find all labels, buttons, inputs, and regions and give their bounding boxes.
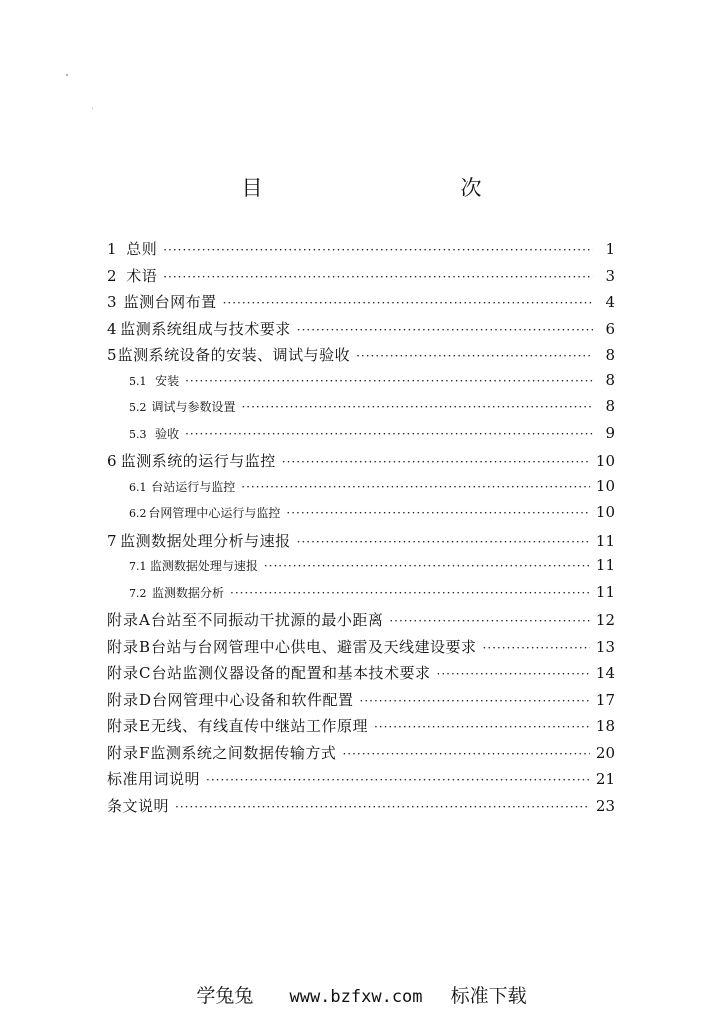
toc-entry-number: 6 (107, 452, 117, 470)
toc-entry-page: 10 (595, 503, 615, 521)
toc-entry-page: 20 (595, 743, 615, 762)
toc-entry-number: 3 (107, 293, 117, 311)
toc-entry-number: 6.1 (129, 480, 147, 494)
toc-entry-number: 附录E (107, 717, 151, 735)
toc-entry-title: 总则 (126, 240, 158, 258)
toc-entry-page: 1 (605, 240, 615, 258)
toc-entry-title: 标准用词说明 (107, 770, 201, 788)
toc-entry-number: 2 (107, 266, 117, 285)
toc-leader-dots (360, 694, 590, 708)
toc-entry-number: 7.2 (129, 586, 147, 600)
toc-leader-dots (297, 535, 590, 549)
toc-entry-page: 10 (595, 476, 615, 495)
toc-entry-number: 附录D (107, 690, 153, 709)
toc-entry-number: 7 (107, 531, 117, 550)
toc-entry[interactable] (107, 450, 615, 477)
toc-leader-dots (185, 427, 593, 441)
toc-entry[interactable] (107, 397, 615, 424)
toc-leader-dots (356, 349, 593, 363)
toc-leader-dots (241, 480, 590, 494)
toc-entry[interactable] (107, 583, 615, 610)
toc-entry-title: 安装 (155, 373, 180, 388)
toc-entry[interactable] (107, 238, 615, 265)
toc-entry-page: 4 (605, 293, 615, 311)
toc-entry-title: 台站监测仪器设备的配置和基本技术要求 (151, 664, 431, 682)
toc-entry-number: 附录B (107, 637, 152, 656)
toc-entry-title: 调试与参数设置 (151, 400, 236, 414)
toc-entry-number: 附录C (107, 664, 152, 682)
toc-entry[interactable] (107, 609, 615, 636)
toc-entry-title: 监测系统的运行与监控 (120, 452, 276, 470)
toc-entry[interactable] (107, 689, 615, 716)
toc-entry-page: 12 (595, 611, 615, 629)
footer-site-name: 学兔兔 (196, 985, 254, 1007)
toc-entry-page: 8 (605, 346, 615, 364)
toc-entry[interactable] (107, 742, 615, 769)
toc-entry-number: 6.2 (129, 507, 147, 520)
toc-entry-page: 11 (595, 531, 615, 550)
footer-watermark (0, 981, 723, 1008)
toc-leader-dots (297, 323, 593, 337)
toc-entry-page: 18 (595, 717, 615, 735)
toc-entry-page: 13 (595, 637, 615, 656)
scan-speck (66, 74, 68, 76)
toc-leader-dots (282, 455, 590, 469)
toc-leader-dots (483, 641, 590, 655)
toc-entry-page: 8 (605, 397, 615, 415)
toc-leader-dots (286, 506, 590, 520)
toc-entry-page: 23 (595, 796, 615, 815)
toc-entry-title: 条文说明 (107, 796, 170, 815)
toc-entry-title: 监测数据分析 (152, 585, 225, 600)
toc-entry[interactable] (107, 503, 615, 530)
toc-entry-page: 11 (595, 582, 615, 601)
toc-entry[interactable] (107, 265, 615, 292)
toc-entry-number: 7.1 (129, 560, 147, 573)
scan-speck (92, 108, 93, 109)
toc-leader-dots (241, 400, 593, 414)
toc-entry[interactable] (107, 477, 615, 504)
toc-entry[interactable] (107, 636, 615, 663)
toc-entry-title: 台站至不同振动干扰源的最小距离 (150, 611, 384, 629)
toc-entry-number: 5.3 (129, 427, 147, 441)
toc-entry-title: 术语 (126, 266, 158, 285)
toc-entry[interactable] (107, 768, 615, 795)
toc-entry-number: 5 (107, 346, 117, 364)
toc-leader-dots (437, 667, 590, 681)
toc-entry[interactable] (107, 424, 615, 451)
toc-entry-number: 1 (107, 240, 117, 258)
toc-entry-page: 8 (605, 370, 615, 389)
toc-entry-page: 17 (595, 690, 615, 709)
toc-entry[interactable] (107, 318, 615, 345)
toc-entry-title: 监测数据处理分析与速报 (120, 531, 291, 550)
toc-leader-dots (163, 243, 593, 257)
toc-leader-dots (223, 296, 593, 310)
toc-entry-number: 附录F (107, 743, 151, 762)
toc-entry-number: 4 (107, 319, 117, 338)
footer-tagline: 标准下载 (450, 985, 527, 1007)
toc-leader-dots (264, 559, 590, 573)
toc-entry[interactable] (107, 371, 615, 398)
toc-leader-dots (230, 586, 590, 600)
toc-leader-dots (163, 270, 593, 284)
toc-entry-title: 台站运行与监控 (151, 479, 236, 494)
toc-entry-page: 14 (595, 664, 615, 682)
toc-leader-dots (342, 747, 589, 761)
toc-leader-dots (175, 800, 590, 814)
toc-entry-title: 监测系统之间数据传输方式 (150, 743, 337, 762)
toc-leader-dots (389, 614, 590, 628)
toc-entry-title: 台站与台网管理中心供电、避雷及天线建设要求 (151, 637, 477, 656)
toc-entry-title: 监测数据处理与速报 (149, 559, 258, 573)
toc-entry[interactable] (107, 556, 615, 583)
toc-entry-page: 11 (595, 556, 615, 574)
toc-entry-title: 台网管理中心设备和软件配置 (152, 690, 354, 709)
table-of-contents (107, 238, 615, 821)
toc-entry[interactable] (107, 530, 615, 557)
toc-entry-title: 监测系统设备的安装、调试与验收 (117, 346, 351, 364)
toc-entry-page: 6 (605, 319, 615, 338)
toc-entry-title: 验收 (155, 426, 180, 441)
toc-entry[interactable] (107, 795, 615, 822)
page-title: 目 次 (241, 176, 534, 200)
toc-entry[interactable] (107, 344, 615, 371)
toc-entry-page: 10 (595, 452, 615, 470)
toc-entry-number: 附录A (107, 611, 151, 629)
toc-entry-title: 无线、有线直传中继站工作原理 (150, 717, 368, 735)
footer-url[interactable]: www.bzfxw.com (289, 987, 423, 1007)
toc-entry[interactable] (107, 291, 615, 318)
toc-entry-title: 台网管理中心运行与监控 (148, 506, 281, 520)
toc-entry[interactable] (107, 715, 615, 742)
toc-entry-page: 3 (605, 266, 615, 285)
toc-entry-page: 9 (605, 423, 615, 442)
toc-leader-dots (374, 720, 590, 734)
toc-entry-number: 5.2 (129, 401, 147, 414)
toc-leader-dots (185, 374, 593, 388)
toc-leader-dots (206, 773, 590, 787)
toc-entry-title: 监测台网布置 (123, 293, 217, 311)
toc-entry-page: 21 (595, 770, 615, 788)
toc-entry-title: 监测系统组成与技术要求 (120, 319, 291, 338)
toc-entry-number: 5.1 (129, 374, 147, 388)
toc-entry[interactable] (107, 662, 615, 689)
